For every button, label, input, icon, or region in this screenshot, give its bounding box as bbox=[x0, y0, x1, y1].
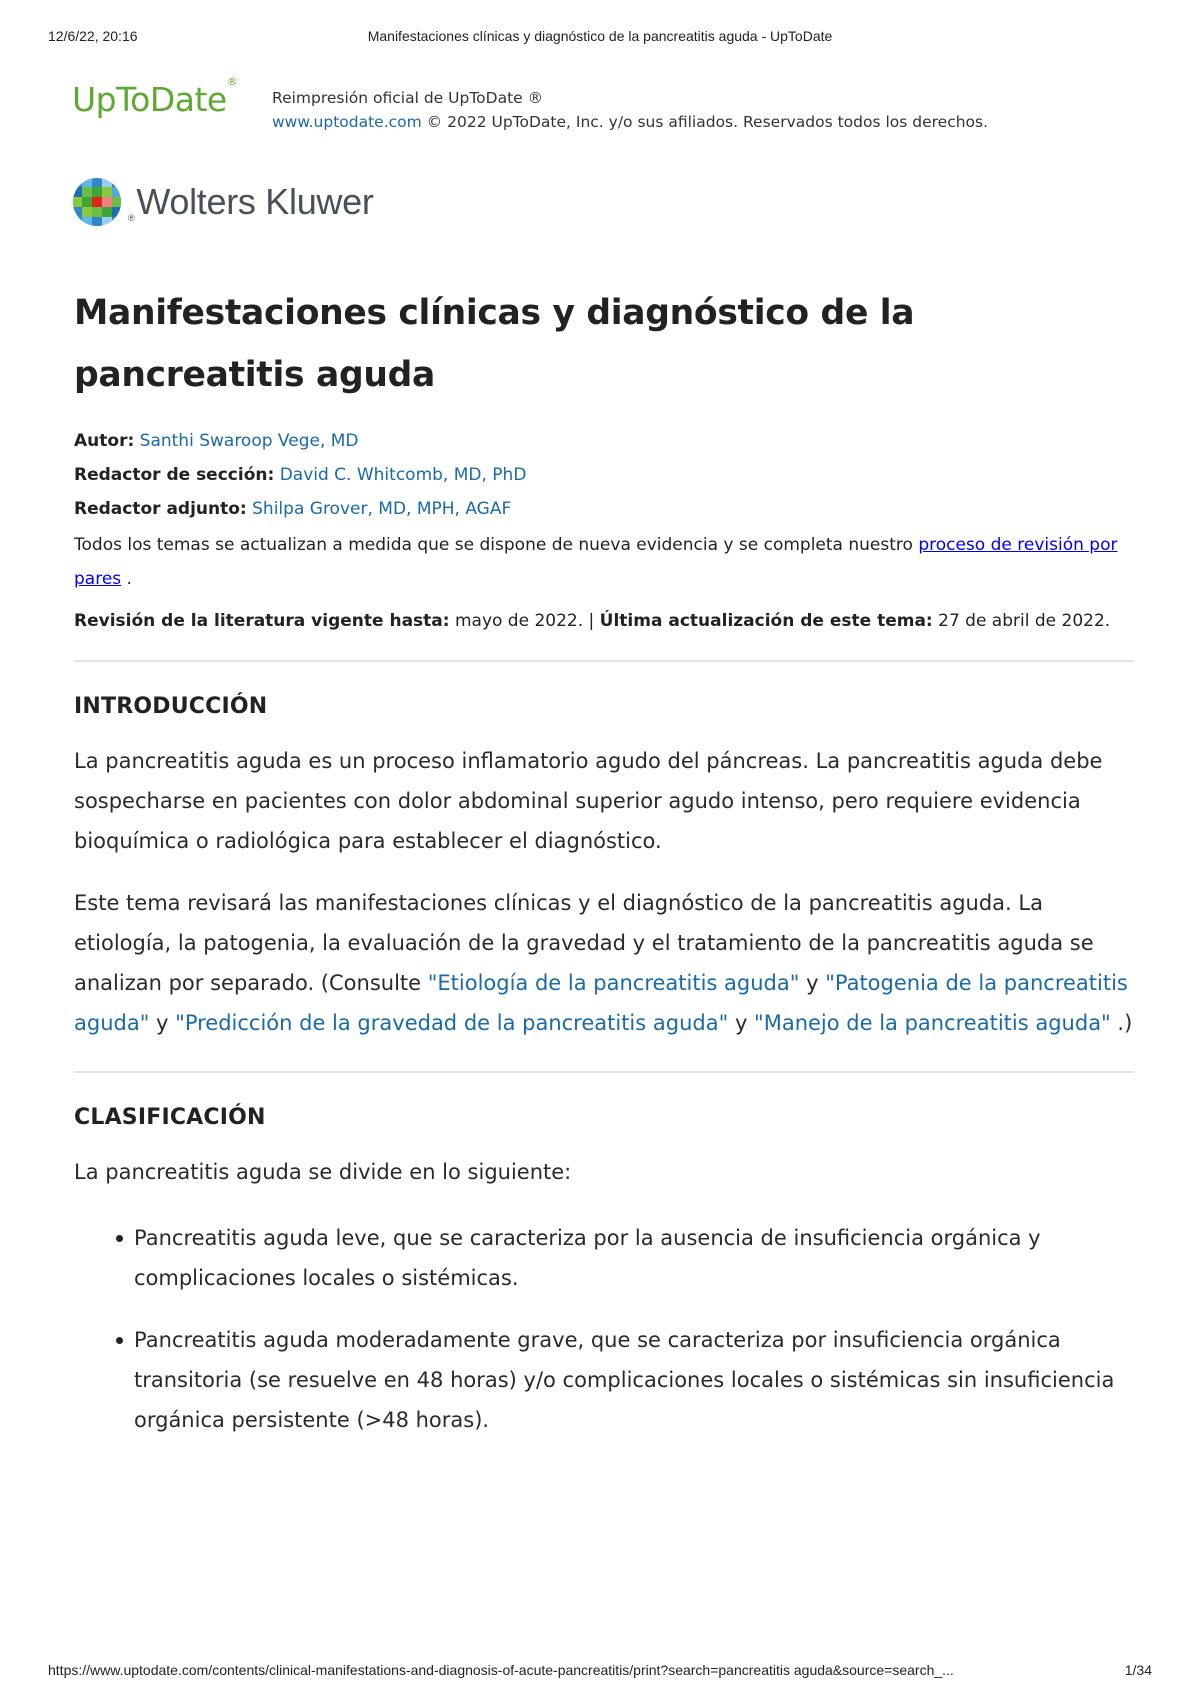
print-header bbox=[48, 28, 1152, 48]
conjunction: y bbox=[799, 971, 826, 995]
wolters-kluwer-mark-icon bbox=[72, 177, 122, 227]
section-editor-label: Redactor de sección: bbox=[74, 465, 275, 485]
deputy-editor-label: Redactor adjunto: bbox=[74, 499, 247, 519]
last-update-label: Última actualización de este tema: bbox=[599, 611, 933, 631]
classification-lead: La pancreatitis aguda se divide en lo siguiente: bbox=[74, 1160, 572, 1184]
conjunction: y bbox=[728, 1011, 755, 1035]
section-divider bbox=[74, 660, 1134, 662]
uptodate-logo[interactable] bbox=[72, 75, 238, 119]
article-authors bbox=[74, 424, 1134, 526]
page-number: 1/34 bbox=[1124, 1662, 1152, 1678]
update-note-end: . bbox=[121, 569, 132, 589]
list-item: Pancreatitis aguda leve, que se caracteriza por la ausencia de insuficiencia orgánica y complicaciones locales o sistémicas. bbox=[134, 1218, 1134, 1298]
intro-paragraph-1: La pancreatitis aguda es un proceso inflamatorio agudo del páncreas. La pancreatitis aguda debe sospecharse en pacientes con dolor abdominal superior agudo intenso, pero requiere evidencia bioquímica o radiológica para establecer el diagnóstico. bbox=[74, 749, 1103, 853]
peer-review-link[interactable]: proceso de revisión por pares bbox=[74, 535, 1118, 589]
section-divider bbox=[74, 1071, 1134, 1073]
uptodate-site-link[interactable]: www.uptodate.com bbox=[272, 113, 422, 131]
classification-section bbox=[74, 1152, 1134, 1440]
lit-review-label: Revisión de la literatura vigente hasta: bbox=[74, 611, 450, 631]
severity-prediction-link[interactable]: "Predicción de la gravedad de la pancreatitis aguda" bbox=[175, 1011, 729, 1035]
intro-paragraph-2-text: Este tema revisará las manifestaciones clínicas y el diagnóstico de la pancreatitis aguda. La etiología, la patogenia, la evaluación de la gravedad y el tratamiento de la pancreatitis aguda se analizan por separado. (Consulte bbox=[74, 891, 1094, 995]
lit-review-value: mayo de 2022. | bbox=[449, 611, 600, 631]
conjunction: y bbox=[149, 1011, 176, 1035]
update-note bbox=[74, 528, 1134, 596]
classification-heading: CLASIFICACIÓN bbox=[74, 1105, 266, 1130]
print-url: https://www.uptodate.com/contents/clinical-manifestations-and-diagnosis-of-acute-pancreatitis/print?search=pancreatitis aguda&source=search_... bbox=[48, 1662, 954, 1678]
reprint-label: Reimpresión oficial de UpToDate ® bbox=[272, 89, 544, 107]
print-date: 12/6/22, 20:16 bbox=[48, 28, 138, 44]
classification-list bbox=[74, 1218, 1134, 1440]
article-title: Manifestaciones clínicas y diagnóstico de la pancreatitis aguda bbox=[74, 293, 915, 395]
review-dates bbox=[74, 604, 1134, 638]
deputy-editor-link[interactable]: Shilpa Grover, MD, MPH, AGAF bbox=[252, 499, 512, 519]
intro-section bbox=[74, 741, 1134, 1043]
intro-paragraph-2-end: .) bbox=[1110, 1011, 1133, 1035]
uptodate-brand-bar bbox=[72, 75, 1132, 140]
author-label: Autor: bbox=[74, 431, 135, 451]
publisher-registered-mark: ® bbox=[128, 213, 135, 223]
intro-paragraph-2 bbox=[74, 883, 1134, 1043]
registered-mark: ® bbox=[226, 75, 238, 88]
management-link[interactable]: "Manejo de la pancreatitis aguda" bbox=[754, 1011, 1111, 1035]
update-note-text: Todos los temas se actualizan a medida que se dispone de nueva evidencia y se completa nuestro bbox=[74, 535, 919, 555]
etiology-link[interactable]: "Etiología de la pancreatitis aguda" bbox=[427, 971, 800, 995]
last-update-value: 27 de abril de 2022. bbox=[932, 611, 1111, 631]
uptodate-logo-text: UpToDate bbox=[72, 80, 227, 119]
wolters-kluwer-logo[interactable] bbox=[72, 175, 412, 231]
wolters-kluwer-wordmark bbox=[128, 181, 374, 223]
list-item: Pancreatitis aguda moderadamente grave, que se caracteriza por insuficiencia orgánica transitoria (se resuelve en 48 horas) y/o complicaciones locales o sistémicas sin insuficiencia orgánica persistente (>48 horas). bbox=[134, 1320, 1134, 1440]
section-editor-link[interactable]: David C. Whitcomb, MD, PhD bbox=[279, 465, 527, 485]
article-content bbox=[74, 282, 1134, 1462]
print-doc-title: Manifestaciones clínicas y diagnóstico de la pancreatitis aguda - UpToDate bbox=[367, 28, 833, 44]
publisher-name: Wolters Kluwer bbox=[136, 181, 374, 222]
intro-heading: INTRODUCCIÓN bbox=[74, 694, 268, 719]
copyright-text: © 2022 UpToDate, Inc. y/o sus afiliados. Reservados todos los derechos. bbox=[421, 113, 989, 131]
reprint-notice bbox=[272, 86, 988, 134]
pathogenesis-link[interactable]: "Patogenia de la pancreatitis aguda" bbox=[74, 971, 1128, 1035]
print-footer bbox=[48, 1662, 1152, 1682]
author-link[interactable]: Santhi Swaroop Vege, MD bbox=[139, 431, 359, 451]
